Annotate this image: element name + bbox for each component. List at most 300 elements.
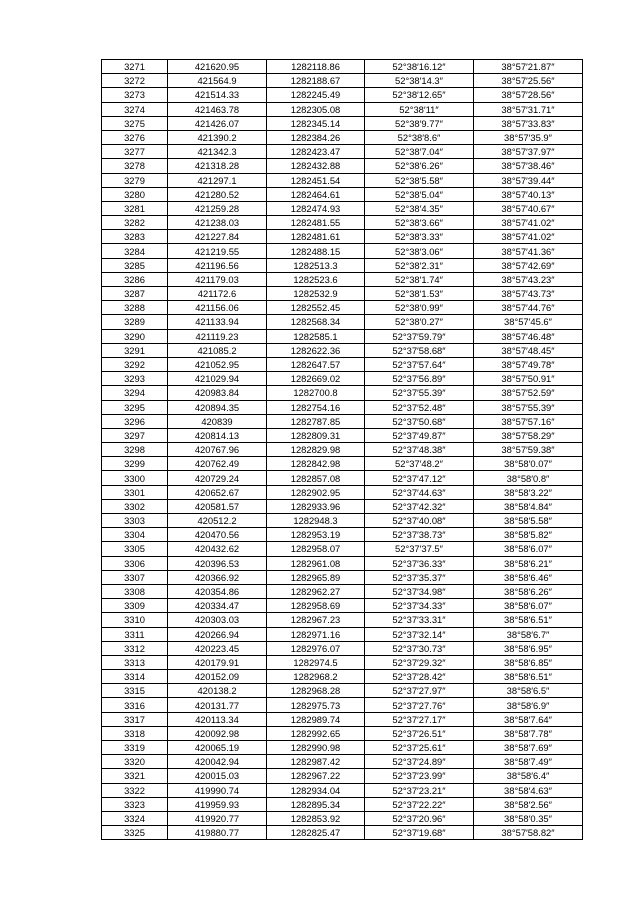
- point-number-cell: 3280: [102, 187, 168, 201]
- x-coordinate-cell: 421620.95: [168, 60, 267, 74]
- x-coordinate-cell: 420266.94: [168, 627, 267, 641]
- latitude-cell: 52°37′57.64″: [365, 357, 474, 371]
- y-coordinate-cell: 1282532.9: [267, 287, 365, 301]
- point-number-cell: 3299: [102, 457, 168, 471]
- table-row: [102, 755, 583, 769]
- latitude-cell: 52°37′28.42″: [365, 670, 474, 684]
- longitude-cell: 38°58′6.26″: [474, 584, 583, 598]
- x-coordinate-cell: 420131.77: [168, 698, 267, 712]
- longitude-cell: 38°57′28.56″: [474, 88, 583, 102]
- x-coordinate-cell: 421227.84: [168, 230, 267, 244]
- y-coordinate-cell: 1282488.15: [267, 244, 365, 258]
- table-row: [102, 130, 583, 144]
- table-row: [102, 400, 583, 414]
- y-coordinate-cell: 1282622.36: [267, 343, 365, 357]
- point-number-cell: 3315: [102, 684, 168, 698]
- y-coordinate-cell: 1282953.19: [267, 528, 365, 542]
- y-coordinate-cell: 1282585.1: [267, 329, 365, 343]
- table-row: [102, 145, 583, 159]
- longitude-cell: 38°57′31.71″: [474, 102, 583, 116]
- latitude-cell: 52°38′3.66″: [365, 216, 474, 230]
- y-coordinate-cell: 1282975.73: [267, 698, 365, 712]
- y-coordinate-cell: 1282842.98: [267, 457, 365, 471]
- y-coordinate-cell: 1282857.08: [267, 471, 365, 485]
- point-number-cell: 3305: [102, 542, 168, 556]
- longitude-cell: 38°58′6.7″: [474, 627, 583, 641]
- latitude-cell: 52°38′8.6″: [365, 130, 474, 144]
- table-row: [102, 570, 583, 584]
- coordinates-sheet: [101, 59, 582, 840]
- latitude-cell: 52°37′22.22″: [365, 797, 474, 811]
- table-row: [102, 301, 583, 315]
- table-row: [102, 88, 583, 102]
- latitude-cell: 52°37′29.32″: [365, 655, 474, 669]
- table-row: [102, 698, 583, 712]
- y-coordinate-cell: 1282853.92: [267, 811, 365, 825]
- table-row: [102, 826, 583, 840]
- table-row: [102, 272, 583, 286]
- longitude-cell: 38°57′35.9″: [474, 130, 583, 144]
- table-row: [102, 670, 583, 684]
- table-row: [102, 599, 583, 613]
- latitude-cell: 52°37′52.48″: [365, 400, 474, 414]
- latitude-cell: 52°38′3.06″: [365, 244, 474, 258]
- table-row: [102, 684, 583, 698]
- latitude-cell: 52°37′34.98″: [365, 584, 474, 598]
- y-coordinate-cell: 1282305.08: [267, 102, 365, 116]
- latitude-cell: 52°38′9.77″: [365, 116, 474, 130]
- longitude-cell: 38°57′58.82″: [474, 826, 583, 840]
- longitude-cell: 38°58′6.95″: [474, 641, 583, 655]
- point-number-cell: 3325: [102, 826, 168, 840]
- latitude-cell: 52°37′36.33″: [365, 556, 474, 570]
- x-coordinate-cell: 421219.55: [168, 244, 267, 258]
- longitude-cell: 38°57′48.45″: [474, 343, 583, 357]
- point-number-cell: 3293: [102, 372, 168, 386]
- latitude-cell: 52°37′23.21″: [365, 783, 474, 797]
- table-row: [102, 116, 583, 130]
- table-row: [102, 74, 583, 88]
- x-coordinate-cell: 420839: [168, 414, 267, 428]
- longitude-cell: 38°58′2.56″: [474, 797, 583, 811]
- table-row: [102, 386, 583, 400]
- table-row: [102, 528, 583, 542]
- table-row: [102, 173, 583, 187]
- longitude-cell: 38°58′6.9″: [474, 698, 583, 712]
- table-row: [102, 584, 583, 598]
- x-coordinate-cell: 420303.03: [168, 613, 267, 627]
- longitude-cell: 38°57′50.91″: [474, 372, 583, 386]
- x-coordinate-cell: 420092.98: [168, 726, 267, 740]
- y-coordinate-cell: 1282513.3: [267, 258, 365, 272]
- table-row: [102, 641, 583, 655]
- point-number-cell: 3318: [102, 726, 168, 740]
- longitude-cell: 38°58′6.4″: [474, 769, 583, 783]
- point-number-cell: 3291: [102, 343, 168, 357]
- table-row: [102, 102, 583, 116]
- point-number-cell: 3285: [102, 258, 168, 272]
- longitude-cell: 38°57′59.38″: [474, 443, 583, 457]
- x-coordinate-cell: 420396.53: [168, 556, 267, 570]
- y-coordinate-cell: 1282188.67: [267, 74, 365, 88]
- table-row: [102, 372, 583, 386]
- y-coordinate-cell: 1282552.45: [267, 301, 365, 315]
- longitude-cell: 38°58′7.78″: [474, 726, 583, 740]
- table-row: [102, 712, 583, 726]
- point-number-cell: 3302: [102, 499, 168, 513]
- longitude-cell: 38°57′37.97″: [474, 145, 583, 159]
- latitude-cell: 52°37′48.38″: [365, 443, 474, 457]
- x-coordinate-cell: 420015.03: [168, 769, 267, 783]
- latitude-cell: 52°37′59.79″: [365, 329, 474, 343]
- y-coordinate-cell: 1282934.04: [267, 783, 365, 797]
- y-coordinate-cell: 1282961.08: [267, 556, 365, 570]
- latitude-cell: 52°37′48.2″: [365, 457, 474, 471]
- point-number-cell: 3314: [102, 670, 168, 684]
- point-number-cell: 3320: [102, 755, 168, 769]
- point-number-cell: 3276: [102, 130, 168, 144]
- y-coordinate-cell: 1282787.85: [267, 414, 365, 428]
- x-coordinate-cell: 420223.45: [168, 641, 267, 655]
- table-row: [102, 357, 583, 371]
- y-coordinate-cell: 1282523.6: [267, 272, 365, 286]
- y-coordinate-cell: 1282971.16: [267, 627, 365, 641]
- x-coordinate-cell: 420042.94: [168, 755, 267, 769]
- table-row: [102, 230, 583, 244]
- latitude-cell: 52°37′49.87″: [365, 428, 474, 442]
- latitude-cell: 52°37′55.39″: [365, 386, 474, 400]
- y-coordinate-cell: 1282754.16: [267, 400, 365, 414]
- table-row: [102, 329, 583, 343]
- point-number-cell: 3323: [102, 797, 168, 811]
- y-coordinate-cell: 1282464.61: [267, 187, 365, 201]
- latitude-cell: 52°38′2.31″: [365, 258, 474, 272]
- x-coordinate-cell: 421342.3: [168, 145, 267, 159]
- latitude-cell: 52°38′11″: [365, 102, 474, 116]
- point-number-cell: 3313: [102, 655, 168, 669]
- table-row: [102, 783, 583, 797]
- longitude-cell: 38°57′45.6″: [474, 315, 583, 329]
- longitude-cell: 38°57′44.76″: [474, 301, 583, 315]
- y-coordinate-cell: 1282967.23: [267, 613, 365, 627]
- longitude-cell: 38°58′6.21″: [474, 556, 583, 570]
- point-number-cell: 3277: [102, 145, 168, 159]
- latitude-cell: 52°37′27.76″: [365, 698, 474, 712]
- y-coordinate-cell: 1282481.55: [267, 216, 365, 230]
- point-number-cell: 3287: [102, 287, 168, 301]
- table-row: [102, 499, 583, 513]
- x-coordinate-cell: 420652.67: [168, 485, 267, 499]
- point-number-cell: 3303: [102, 514, 168, 528]
- longitude-cell: 38°57′25.56″: [474, 74, 583, 88]
- latitude-cell: 52°37′56.89″: [365, 372, 474, 386]
- x-coordinate-cell: 421259.28: [168, 201, 267, 215]
- latitude-cell: 52°37′25.61″: [365, 741, 474, 755]
- x-coordinate-cell: 421463.78: [168, 102, 267, 116]
- x-coordinate-cell: 420065.19: [168, 741, 267, 755]
- y-coordinate-cell: 1282895.34: [267, 797, 365, 811]
- latitude-cell: 52°37′47.12″: [365, 471, 474, 485]
- latitude-cell: 52°38′0.99″: [365, 301, 474, 315]
- y-coordinate-cell: 1282958.69: [267, 599, 365, 613]
- point-number-cell: 3311: [102, 627, 168, 641]
- latitude-cell: 52°37′37.5″: [365, 542, 474, 556]
- coordinates-table: [101, 59, 583, 840]
- x-coordinate-cell: 419959.93: [168, 797, 267, 811]
- point-number-cell: 3272: [102, 74, 168, 88]
- latitude-cell: 52°38′1.53″: [365, 287, 474, 301]
- point-number-cell: 3297: [102, 428, 168, 442]
- latitude-cell: 52°38′5.04″: [365, 187, 474, 201]
- x-coordinate-cell: 421156.06: [168, 301, 267, 315]
- y-coordinate-cell: 1282825.47: [267, 826, 365, 840]
- point-number-cell: 3322: [102, 783, 168, 797]
- table-row: [102, 187, 583, 201]
- latitude-cell: 52°38′3.33″: [365, 230, 474, 244]
- longitude-cell: 38°57′38.46″: [474, 159, 583, 173]
- latitude-cell: 52°37′27.97″: [365, 684, 474, 698]
- x-coordinate-cell: 419920.77: [168, 811, 267, 825]
- table-row: [102, 244, 583, 258]
- longitude-cell: 38°58′6.46″: [474, 570, 583, 584]
- longitude-cell: 38°58′7.49″: [474, 755, 583, 769]
- y-coordinate-cell: 1282474.93: [267, 201, 365, 215]
- table-row: [102, 741, 583, 755]
- x-coordinate-cell: 421564.9: [168, 74, 267, 88]
- y-coordinate-cell: 1282481.61: [267, 230, 365, 244]
- x-coordinate-cell: 421318.28: [168, 159, 267, 173]
- point-number-cell: 3292: [102, 357, 168, 371]
- table-row: [102, 414, 583, 428]
- point-number-cell: 3308: [102, 584, 168, 598]
- y-coordinate-cell: 1282829.98: [267, 443, 365, 457]
- table-row: [102, 60, 583, 74]
- latitude-cell: 52°38′5.58″: [365, 173, 474, 187]
- longitude-cell: 38°58′3.22″: [474, 485, 583, 499]
- latitude-cell: 52°37′23.99″: [365, 769, 474, 783]
- table-row: [102, 556, 583, 570]
- longitude-cell: 38°58′6.07″: [474, 542, 583, 556]
- point-number-cell: 3281: [102, 201, 168, 215]
- table-row: [102, 627, 583, 641]
- longitude-cell: 38°57′57.16″: [474, 414, 583, 428]
- longitude-cell: 38°58′5.82″: [474, 528, 583, 542]
- latitude-cell: 52°37′58.68″: [365, 343, 474, 357]
- y-coordinate-cell: 1282992.65: [267, 726, 365, 740]
- table-row: [102, 797, 583, 811]
- point-number-cell: 3289: [102, 315, 168, 329]
- longitude-cell: 38°58′7.64″: [474, 712, 583, 726]
- table-row: [102, 457, 583, 471]
- x-coordinate-cell: 421514.33: [168, 88, 267, 102]
- table-row: [102, 159, 583, 173]
- x-coordinate-cell: 420983.84: [168, 386, 267, 400]
- x-coordinate-cell: 420894.35: [168, 400, 267, 414]
- table-row: [102, 514, 583, 528]
- point-number-cell: 3298: [102, 443, 168, 457]
- longitude-cell: 38°57′21.87″: [474, 60, 583, 74]
- table-row: [102, 471, 583, 485]
- x-coordinate-cell: 421029.94: [168, 372, 267, 386]
- latitude-cell: 52°37′24.89″: [365, 755, 474, 769]
- point-number-cell: 3304: [102, 528, 168, 542]
- point-number-cell: 3319: [102, 741, 168, 755]
- longitude-cell: 38°57′42.69″: [474, 258, 583, 272]
- longitude-cell: 38°58′5.58″: [474, 514, 583, 528]
- point-number-cell: 3312: [102, 641, 168, 655]
- x-coordinate-cell: 421052.95: [168, 357, 267, 371]
- latitude-cell: 52°37′35.37″: [365, 570, 474, 584]
- y-coordinate-cell: 1282432.88: [267, 159, 365, 173]
- y-coordinate-cell: 1282902.95: [267, 485, 365, 499]
- longitude-cell: 38°57′43.73″: [474, 287, 583, 301]
- x-coordinate-cell: 421133.94: [168, 315, 267, 329]
- y-coordinate-cell: 1282968.2: [267, 670, 365, 684]
- longitude-cell: 38°57′58.29″: [474, 428, 583, 442]
- table-row: [102, 542, 583, 556]
- y-coordinate-cell: 1282384.26: [267, 130, 365, 144]
- x-coordinate-cell: 421119.23: [168, 329, 267, 343]
- point-number-cell: 3278: [102, 159, 168, 173]
- longitude-cell: 38°58′6.85″: [474, 655, 583, 669]
- point-number-cell: 3273: [102, 88, 168, 102]
- table-row: [102, 655, 583, 669]
- point-number-cell: 3288: [102, 301, 168, 315]
- longitude-cell: 38°58′6.51″: [474, 613, 583, 627]
- table-row: [102, 811, 583, 825]
- point-number-cell: 3271: [102, 60, 168, 74]
- longitude-cell: 38°58′6.51″: [474, 670, 583, 684]
- latitude-cell: 52°38′14.3″: [365, 74, 474, 88]
- table-row: [102, 613, 583, 627]
- x-coordinate-cell: 419990.74: [168, 783, 267, 797]
- x-coordinate-cell: 421390.2: [168, 130, 267, 144]
- longitude-cell: 38°58′6.5″: [474, 684, 583, 698]
- y-coordinate-cell: 1282987.42: [267, 755, 365, 769]
- table-row: [102, 343, 583, 357]
- y-coordinate-cell: 1282345.14: [267, 116, 365, 130]
- y-coordinate-cell: 1282968.28: [267, 684, 365, 698]
- x-coordinate-cell: 420512.2: [168, 514, 267, 528]
- latitude-cell: 52°37′30.73″: [365, 641, 474, 655]
- y-coordinate-cell: 1282962.27: [267, 584, 365, 598]
- x-coordinate-cell: 421238.03: [168, 216, 267, 230]
- y-coordinate-cell: 1282669.02: [267, 372, 365, 386]
- y-coordinate-cell: 1282245.49: [267, 88, 365, 102]
- x-coordinate-cell: 421426.07: [168, 116, 267, 130]
- latitude-cell: 52°37′34.33″: [365, 599, 474, 613]
- point-number-cell: 3286: [102, 272, 168, 286]
- y-coordinate-cell: 1282958.07: [267, 542, 365, 556]
- point-number-cell: 3317: [102, 712, 168, 726]
- longitude-cell: 38°58′0.07″: [474, 457, 583, 471]
- latitude-cell: 52°38′16.12″: [365, 60, 474, 74]
- point-number-cell: 3279: [102, 173, 168, 187]
- x-coordinate-cell: 421196.56: [168, 258, 267, 272]
- y-coordinate-cell: 1282974.5: [267, 655, 365, 669]
- longitude-cell: 38°57′40.67″: [474, 201, 583, 215]
- point-number-cell: 3300: [102, 471, 168, 485]
- point-number-cell: 3301: [102, 485, 168, 499]
- longitude-cell: 38°58′0.35″: [474, 811, 583, 825]
- longitude-cell: 38°57′55.39″: [474, 400, 583, 414]
- table-row: [102, 287, 583, 301]
- x-coordinate-cell: 420179.91: [168, 655, 267, 669]
- table-row: [102, 443, 583, 457]
- latitude-cell: 52°37′38.73″: [365, 528, 474, 542]
- y-coordinate-cell: 1282948.3: [267, 514, 365, 528]
- y-coordinate-cell: 1282423.47: [267, 145, 365, 159]
- x-coordinate-cell: 421179.03: [168, 272, 267, 286]
- point-number-cell: 3275: [102, 116, 168, 130]
- y-coordinate-cell: 1282809.31: [267, 428, 365, 442]
- latitude-cell: 52°38′6.26″: [365, 159, 474, 173]
- latitude-cell: 52°37′20.96″: [365, 811, 474, 825]
- longitude-cell: 38°57′33.83″: [474, 116, 583, 130]
- point-number-cell: 3295: [102, 400, 168, 414]
- point-number-cell: 3282: [102, 216, 168, 230]
- latitude-cell: 52°37′33.31″: [365, 613, 474, 627]
- latitude-cell: 52°37′32.14″: [365, 627, 474, 641]
- latitude-cell: 52°37′44.63″: [365, 485, 474, 499]
- latitude-cell: 52°37′19.68″: [365, 826, 474, 840]
- x-coordinate-cell: 421085.2: [168, 343, 267, 357]
- longitude-cell: 38°57′41.02″: [474, 230, 583, 244]
- coordinates-table-body: [102, 60, 583, 840]
- x-coordinate-cell: 421297.1: [168, 173, 267, 187]
- y-coordinate-cell: 1282118.86: [267, 60, 365, 74]
- point-number-cell: 3274: [102, 102, 168, 116]
- longitude-cell: 38°58′7.69″: [474, 741, 583, 755]
- longitude-cell: 38°58′4.84″: [474, 499, 583, 513]
- table-row: [102, 201, 583, 215]
- longitude-cell: 38°57′49.78″: [474, 357, 583, 371]
- longitude-cell: 38°58′4.63″: [474, 783, 583, 797]
- point-number-cell: 3321: [102, 769, 168, 783]
- x-coordinate-cell: 419880.77: [168, 826, 267, 840]
- latitude-cell: 52°37′26.51″: [365, 726, 474, 740]
- point-number-cell: 3290: [102, 329, 168, 343]
- longitude-cell: 38°57′46.48″: [474, 329, 583, 343]
- point-number-cell: 3296: [102, 414, 168, 428]
- point-number-cell: 3284: [102, 244, 168, 258]
- x-coordinate-cell: 420138.2: [168, 684, 267, 698]
- latitude-cell: 52°38′12.65″: [365, 88, 474, 102]
- table-row: [102, 769, 583, 783]
- y-coordinate-cell: 1282976.07: [267, 641, 365, 655]
- x-coordinate-cell: 420334.47: [168, 599, 267, 613]
- point-number-cell: 3307: [102, 570, 168, 584]
- point-number-cell: 3324: [102, 811, 168, 825]
- table-row: [102, 485, 583, 499]
- x-coordinate-cell: 420113.34: [168, 712, 267, 726]
- longitude-cell: 38°57′41.02″: [474, 216, 583, 230]
- point-number-cell: 3283: [102, 230, 168, 244]
- x-coordinate-cell: 420470.56: [168, 528, 267, 542]
- longitude-cell: 38°57′39.44″: [474, 173, 583, 187]
- y-coordinate-cell: 1282967.22: [267, 769, 365, 783]
- x-coordinate-cell: 420152.09: [168, 670, 267, 684]
- x-coordinate-cell: 420366.92: [168, 570, 267, 584]
- latitude-cell: 52°38′1.74″: [365, 272, 474, 286]
- y-coordinate-cell: 1282990.98: [267, 741, 365, 755]
- x-coordinate-cell: 420762.49: [168, 457, 267, 471]
- x-coordinate-cell: 420767.96: [168, 443, 267, 457]
- x-coordinate-cell: 420729.24: [168, 471, 267, 485]
- y-coordinate-cell: 1282700.8: [267, 386, 365, 400]
- latitude-cell: 52°37′40.08″: [365, 514, 474, 528]
- table-row: [102, 216, 583, 230]
